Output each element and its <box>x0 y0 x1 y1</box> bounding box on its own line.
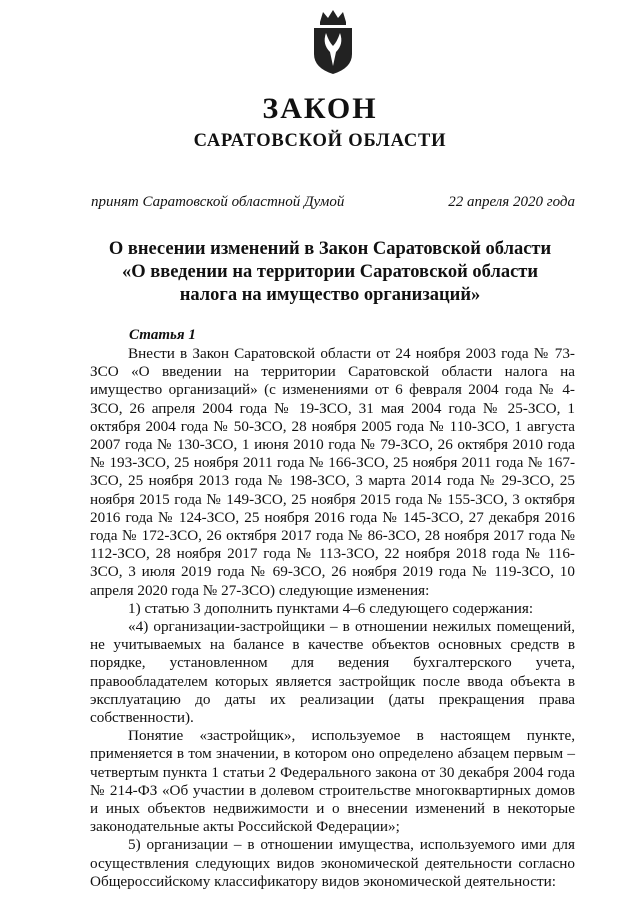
document-title: ЗАКОН <box>262 92 378 125</box>
heading-line: налога на имущество организаций» <box>179 285 481 305</box>
adoption-date: 22 апреля 2020 года <box>448 194 575 210</box>
heading-line: О внесении изменений в Закон Саратовской области <box>108 239 552 259</box>
paragraph: 1) статью 3 дополнить пунктами 4–6 следующего содержания: <box>128 599 534 617</box>
article-title: Статья 1 <box>129 327 196 343</box>
coat-of-arms-icon <box>308 8 358 76</box>
paragraph: Понятие «застройщик», используемое в настоящем пункте, применяется в том значении, в котором оно определено абзацем первым – четвертым пункта 1 статьи 2 Федерального закона от 30 декабря 2004 года № 214-ФЗ «Об участии в долевом строительстве многоквартирных домов и иных объектов недвижимости и о внесении изменений в некоторые законодательные акты Российской Федерации»; <box>90 727 575 836</box>
paragraph: 5) организации – в отношении имущества, используемого ими для осуществления следующих видов экономической деятельности согласно Общероссийскому классификатору видов экономической деятельности: <box>90 836 575 890</box>
law-heading <box>50 238 610 307</box>
document-subtitle: САРАТОВСКОЙ ОБЛАСТИ <box>193 131 447 151</box>
heading-line: «О введении на территории Саратовской области <box>121 262 539 282</box>
paragraph: «4) организации-застройщики – в отношении нежилых помещений, не учитываемых на балансе в качестве объектов основных средств в порядке, установленном для ведения бухгалтерского учета, правообладателем которых является застройщик после ввода объекта в эксплуатацию до даты их реализации (даты прекращения права собственности). <box>90 618 575 727</box>
paragraph: Внести в Закон Саратовской области от 24 ноября 2003 года № 73-ЗСО «О введении на территории Саратовской области налога на имущество организаций» (с изменениями от 6 февраля 2004 года № 4-ЗСО, 26 апреля 2004 года № 19-ЗСО, 31 мая 2004 года № 25-ЗСО, 1 октября 2004 года № 50-ЗСО, 28 ноября 2005 года № 110-ЗСО, 1 августа 2007 года № 130-ЗСО, 1 июня 2010 года № 79-ЗСО, 26 октября 2010 года № 193-ЗСО, 25 ноября 2011 года № 166-ЗСО, 25 ноября 2011 года № 167-ЗСО, 25 ноября 2013 года № 198-ЗСО, 3 марта 2014 года № 29-ЗСО, 25 ноября 2015 года № 149-ЗСО, 25 ноября 2015 года № 155-ЗСО, 3 октября 2016 года № 124-ЗСО, 25 ноября 2016 года № 145-ЗСО, 27 декабря 2016 года № 172-ЗСО, 26 октября 2017 года № 86-ЗСО, 28 ноября 2017 года № 112-ЗСО, 28 ноября 2017 года № 113-ЗСО, 22 ноября 2018 года № 116-ЗСО, 3 июля 2019 года № 69-ЗСО, 26 ноября 2019 года № 119-ЗСО, 10 апреля 2020 года № 27-ЗСО) следующие изменения: <box>90 345 575 599</box>
adopted-by: принят Саратовской областной Думой <box>91 194 345 210</box>
article-body <box>90 345 575 891</box>
